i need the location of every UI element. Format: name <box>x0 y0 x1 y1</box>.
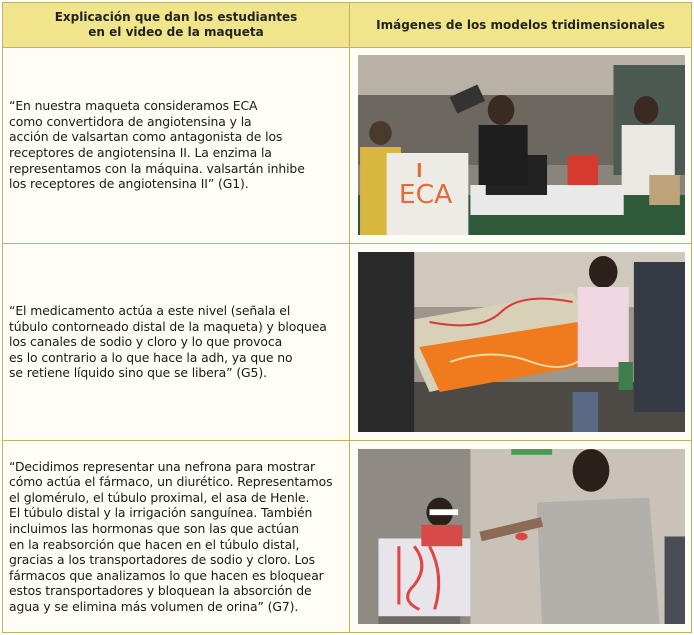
table-row <box>3 441 691 632</box>
model-photo <box>358 252 685 432</box>
comparison-table <box>2 2 692 633</box>
header-images: Imágenes de los modelos tridimensionales <box>376 17 665 32</box>
header-explanation: Explicación que dan los estudiantes en el video de la maqueta <box>3 3 350 47</box>
image-cell <box>350 441 691 632</box>
image-cell <box>350 47 691 243</box>
student-quote: “El medicamento actúa a este nivel (señala el túbulo contorneado distal de la maqueta) y bloquea los canales de sodio y cloro y lo que provoca es lo contrario a lo que hace la adh, ya que no se retiene líquido sino que se libera” (G5). <box>9 303 327 381</box>
image-cell <box>350 244 691 440</box>
eca-sign-text: ECA <box>398 180 453 210</box>
table-row <box>3 244 691 441</box>
table-header <box>3 3 691 48</box>
table-row <box>3 47 691 244</box>
explanation-cell <box>3 441 350 632</box>
student-quote: “Decidimos representar una nefrona para mostrar cómo actúa el fármaco, un diurético. Representamos el glomérulo, el túbulo proximal, el asa de Henle. El túbulo distal y la irrigación sanguínea. También incluimos las hormonas que son las que actúan en la reabsorción que hacen en el túbulo distal, gracias a los transportadores de sodio y cloro. Los fármacos que analizamos lo que hacen es bloquear estos transportadores y bloquean la absorción de agua y se elimina más volumen de orina” (G7). <box>9 458 333 614</box>
model-photo <box>358 449 685 624</box>
model-photo <box>358 55 685 235</box>
explanation-cell <box>3 47 350 243</box>
student-quote: “En nuestra maqueta consideramos ECA como convertidora de angiotensina y la acción de valsartan como antagonista de los receptores de angiotensina II. La enzima la representamos con la máquina. valsartán inhibe los receptores de angiotensina II” (G1). <box>9 98 305 192</box>
explanation-cell <box>3 244 350 440</box>
